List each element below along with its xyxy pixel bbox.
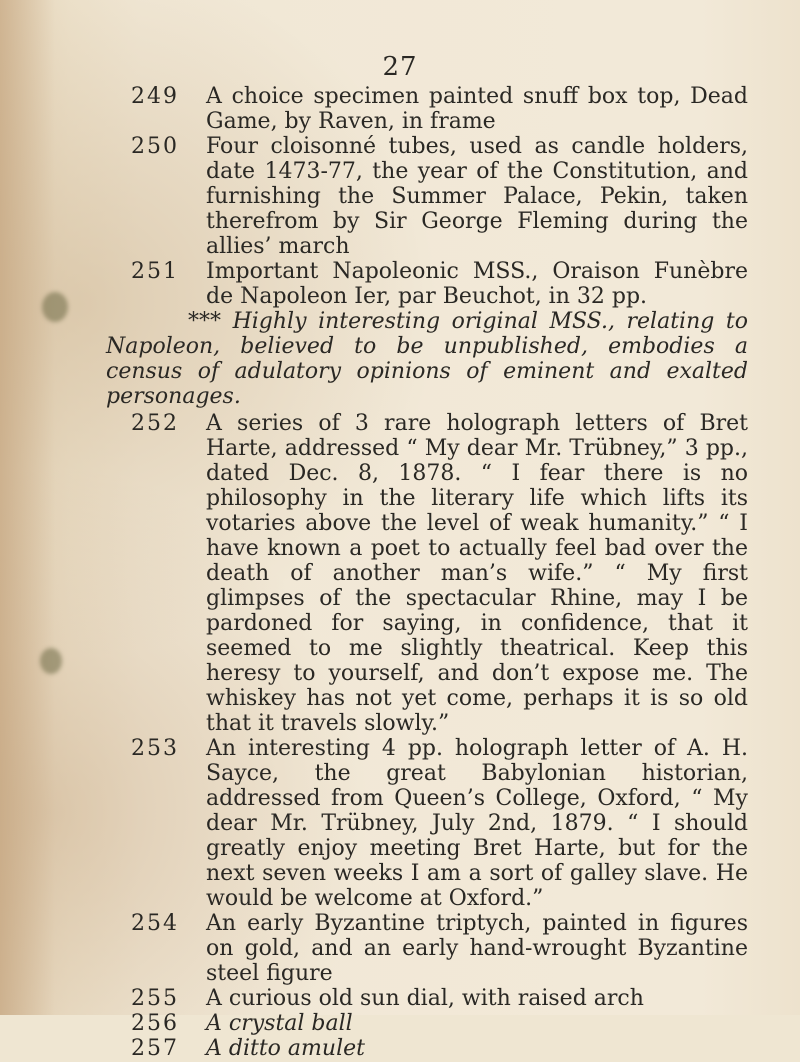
lot-text: A choice specimen painted snuff box top, Dead Game, by Raven, in frame [206, 84, 748, 134]
lot-number: 250 [131, 134, 179, 159]
lot-text: A ditto amulet [206, 1036, 365, 1061]
lot-description [158, 411, 748, 736]
lot-description [158, 1036, 748, 1061]
lot-description [158, 736, 748, 911]
lot-entry-249 [0, 84, 800, 134]
lot-entry-255 [0, 986, 800, 1011]
lot-entry-251 [0, 259, 800, 309]
lot-description [158, 84, 748, 134]
lot-number: 254 [131, 911, 179, 936]
lot-number: 251 [131, 259, 179, 284]
lot-number: 255 [131, 986, 179, 1011]
lot-number: 252 [131, 411, 179, 436]
lot-text: A curious old sun dial, with raised arch [206, 986, 644, 1011]
lot-number: 256 [131, 1011, 179, 1036]
lot-text: An interesting 4 pp. holograph letter of A. H. Sayce, the great Babylonian historian, addressed from Queen’s College, Oxford, “ My dear Mr. Trübney, July 2nd, 1879. “ I should greatly enjoy meeting Bret Harte, but for the next seven weeks I am a sort of galley slave. He would be welcome at Oxford.” [206, 736, 748, 911]
lot-text: A series of 3 rare holograph letters of Bret Harte, addressed “ My dear Mr. Trübney,” 3 pp., dated Dec. 8, 1878. “ I fear there is no philosophy in the literary life which lifts its votaries above the level of weak humanity.” “ I have known a poet to actually feel bad over the death of another man’s wife.” “ My first glimpses of the spectacular Rhine, may I be pardoned for saying, in confidence, that it seemed to me slightly theatrical. Keep this heresy to yourself, and don’t expose me. The whiskey has not yet come, perhaps it is so old that it travels slowly.” [206, 411, 748, 736]
lot-text: A crystal ball [206, 1011, 353, 1036]
lot-entry-257 [0, 1036, 800, 1061]
lot-description [158, 911, 748, 986]
lot-entry-250 [0, 134, 800, 259]
lot-note [106, 309, 748, 409]
lot-entry-252 [0, 411, 800, 736]
lot-description [158, 259, 748, 309]
lot-description [158, 986, 748, 1011]
lot-number: 249 [131, 84, 179, 109]
lot-description [158, 134, 748, 259]
lot-number: 253 [131, 736, 179, 761]
lot-list [0, 84, 800, 1061]
page-number: 27 [382, 52, 418, 82]
lot-entry-253 [0, 736, 800, 911]
lot-note-251 [0, 309, 800, 409]
lot-text: Four cloisonné tubes, used as candle holders, date 1473-77, the year of the Constitution, and furnishing the Summer Palace, Pekin, taken therefrom by Sir George Fleming during the allies’ march [206, 134, 748, 259]
lot-text: An early Byzantine triptych, painted in figures on gold, and an early hand-wrought Byzantine steel figure [206, 911, 748, 986]
lot-number: 257 [131, 1036, 179, 1061]
note-text: *** Highly interesting original MSS., relating to Napoleon, believed to be unpublished, embodies a census of adulatory opinions of eminent and exalted personages. [106, 309, 748, 409]
lot-entry-254 [0, 911, 800, 986]
lot-text: Important Napoleonic MSS., Oraison Funèbre de Napoleon Ier, par Beuchot, in 32 pp. [206, 259, 748, 309]
